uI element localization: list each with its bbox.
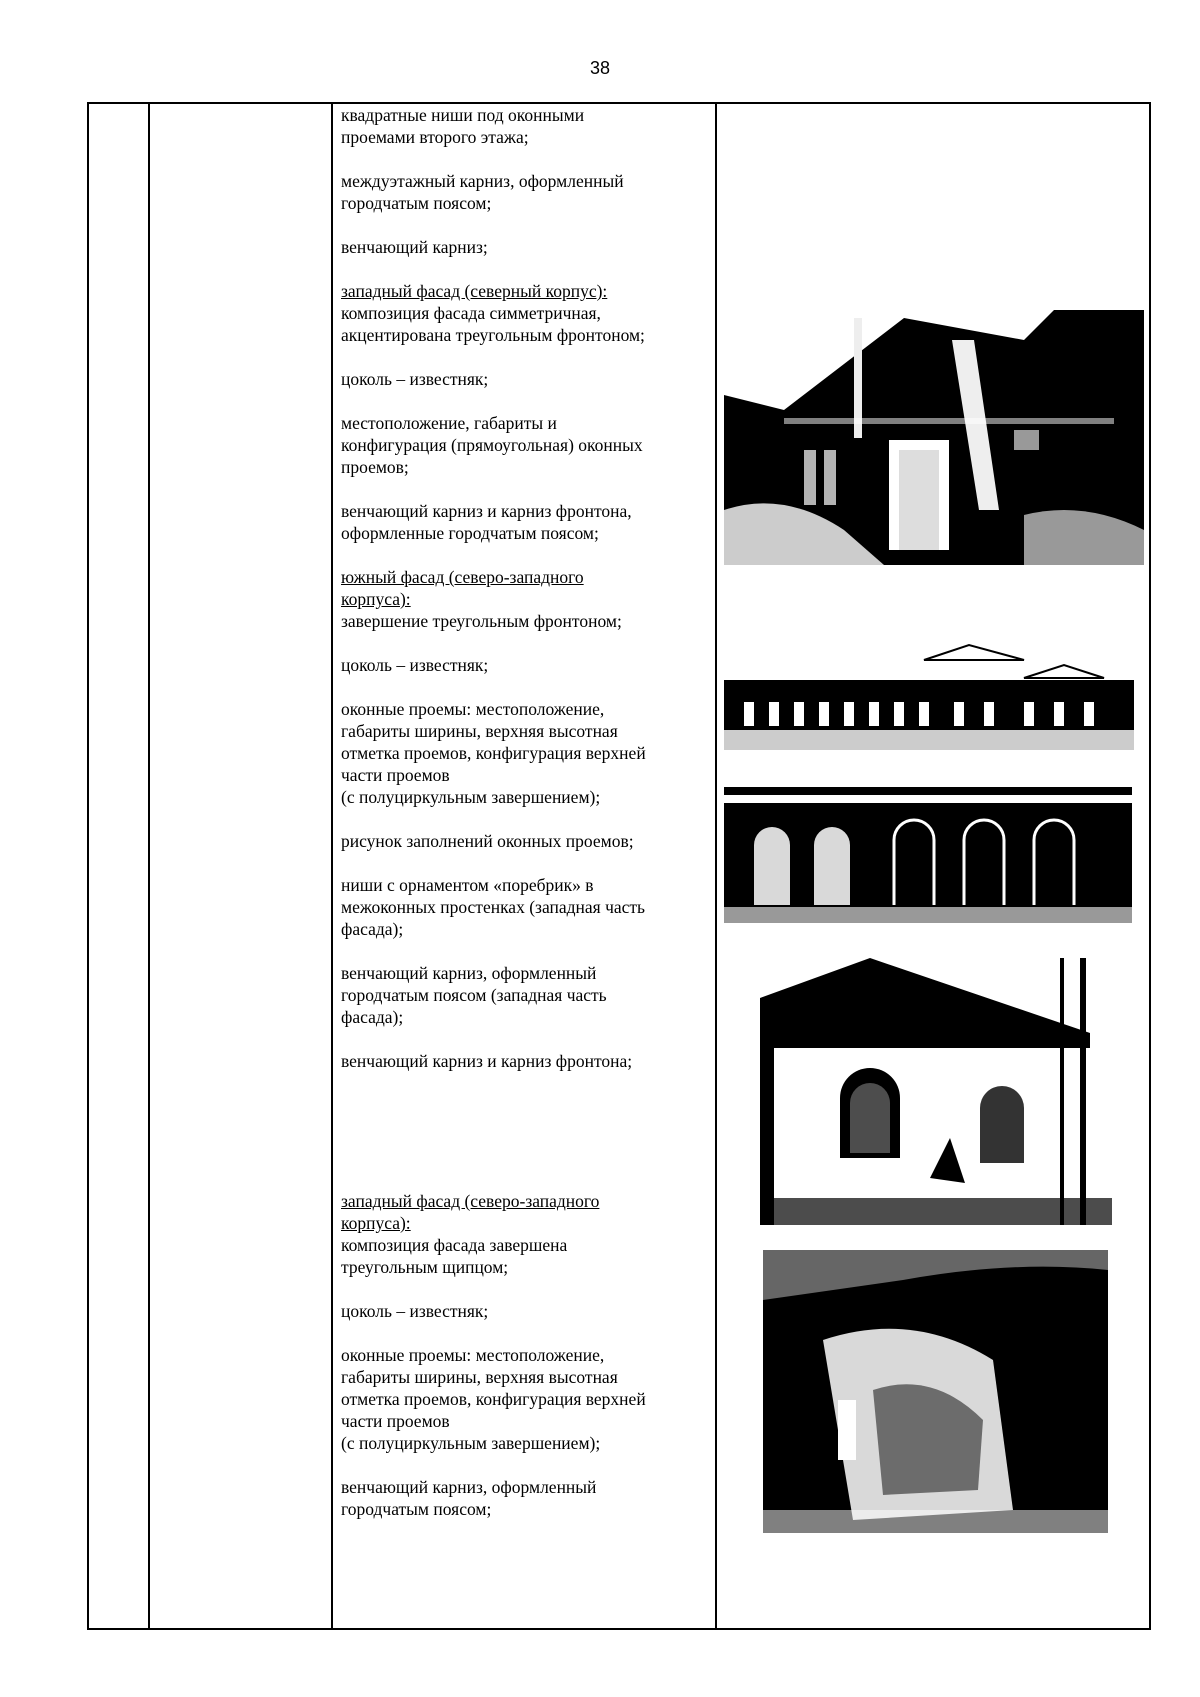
text-line: (с полуциркульным завершением); xyxy=(341,787,601,807)
text-line: фасада); xyxy=(341,1007,404,1027)
paragraph xyxy=(341,1300,701,1322)
paragraph xyxy=(341,962,701,1028)
text-line: части проемов xyxy=(341,765,450,785)
text-line: городчатым поясом; xyxy=(341,193,492,213)
paragraph xyxy=(341,500,701,544)
text-line: части проемов xyxy=(341,1411,450,1431)
text-line: венчающий карниз; xyxy=(341,237,488,257)
paragraph xyxy=(341,1476,701,1520)
paragraph xyxy=(341,170,701,214)
text-line: городчатым поясом; xyxy=(341,1499,492,1519)
text-line: композиция фасада завершена xyxy=(341,1235,568,1255)
paragraph xyxy=(341,368,701,390)
paragraph xyxy=(341,412,701,478)
section-heading: западный фасад (северный корпус): xyxy=(341,281,608,301)
text-line: оформленные городчатым поясом; xyxy=(341,523,599,543)
text-line: ниши с орнаментом «поребрик» в xyxy=(341,875,594,895)
text-line: композиция фасада симметричная, xyxy=(341,303,601,323)
paragraph xyxy=(341,698,701,808)
page-number: 38 xyxy=(589,58,611,78)
paragraph xyxy=(341,830,701,852)
photo-west-facade-north-building xyxy=(724,300,1144,565)
text-line: отметка проемов, конфигурация верхней xyxy=(341,1389,646,1409)
paragraph xyxy=(341,1344,701,1454)
protected-features-text xyxy=(341,104,701,1520)
text-line: отметка проемов, конфигурация верхней xyxy=(341,743,646,763)
paragraph xyxy=(341,1190,701,1278)
photo-south-facade-street-view xyxy=(724,620,1134,750)
text-line: городчатым поясом (западная часть xyxy=(341,985,607,1005)
text-line: оконные проемы: местоположение, xyxy=(341,699,605,719)
text-line: междуэтажный карниз, оформленный xyxy=(341,171,624,191)
text-line: квадратные ниши под оконными xyxy=(341,105,585,125)
text-line: цоколь – известняк; xyxy=(341,369,489,389)
column-divider xyxy=(331,104,333,1628)
text-line: венчающий карниз, оформленный xyxy=(341,1477,597,1497)
text-line: конфигурация (прямоугольная) оконных xyxy=(341,435,643,455)
text-line: цоколь – известняк; xyxy=(341,655,489,675)
text-line: габариты ширины, верхняя высотная xyxy=(341,721,618,741)
photo-west-facade-northwest-building xyxy=(763,1250,1108,1533)
text-line: местоположение, габариты и xyxy=(341,413,557,433)
text-line: венчающий карниз и карниз фронтона, xyxy=(341,501,632,521)
text-line: фасада); xyxy=(341,919,404,939)
paragraph xyxy=(341,566,701,632)
section-heading: корпуса): xyxy=(341,1213,411,1233)
paragraph xyxy=(341,280,701,346)
text-line: проемов; xyxy=(341,457,409,477)
section-heading: западный фасад (северо-западного xyxy=(341,1191,600,1211)
paragraph xyxy=(341,104,701,148)
text-line: межоконных простенках (западная часть xyxy=(341,897,646,917)
photo-arched-windows-detail xyxy=(724,775,1132,923)
text-line: венчающий карниз и карниз фронтона; xyxy=(341,1051,633,1071)
section-heading: корпуса): xyxy=(341,589,411,609)
paragraph xyxy=(341,236,701,258)
text-line: акцентирована треугольным фронтоном; xyxy=(341,325,645,345)
text-line: треугольным щипцом; xyxy=(341,1257,509,1277)
paragraph xyxy=(341,874,701,940)
photo-gable-arched-window xyxy=(760,958,1112,1225)
text-line: габариты ширины, верхняя высотная xyxy=(341,1367,618,1387)
paragraph xyxy=(341,1050,701,1072)
text-line: (с полуциркульным завершением); xyxy=(341,1433,601,1453)
paragraph xyxy=(341,654,701,676)
column-divider xyxy=(148,104,150,1628)
text-line: завершение треугольным фронтоном; xyxy=(341,611,622,631)
column-divider xyxy=(715,104,717,1628)
text-line: венчающий карниз, оформленный xyxy=(341,963,597,983)
text-line: оконные проемы: местоположение, xyxy=(341,1345,605,1365)
text-line: рисунок заполнений оконных проемов; xyxy=(341,831,634,851)
section-heading: южный фасад (северо-западного xyxy=(341,567,584,587)
text-line: цоколь – известняк; xyxy=(341,1301,489,1321)
text-line: проемами второго этажа; xyxy=(341,127,529,147)
